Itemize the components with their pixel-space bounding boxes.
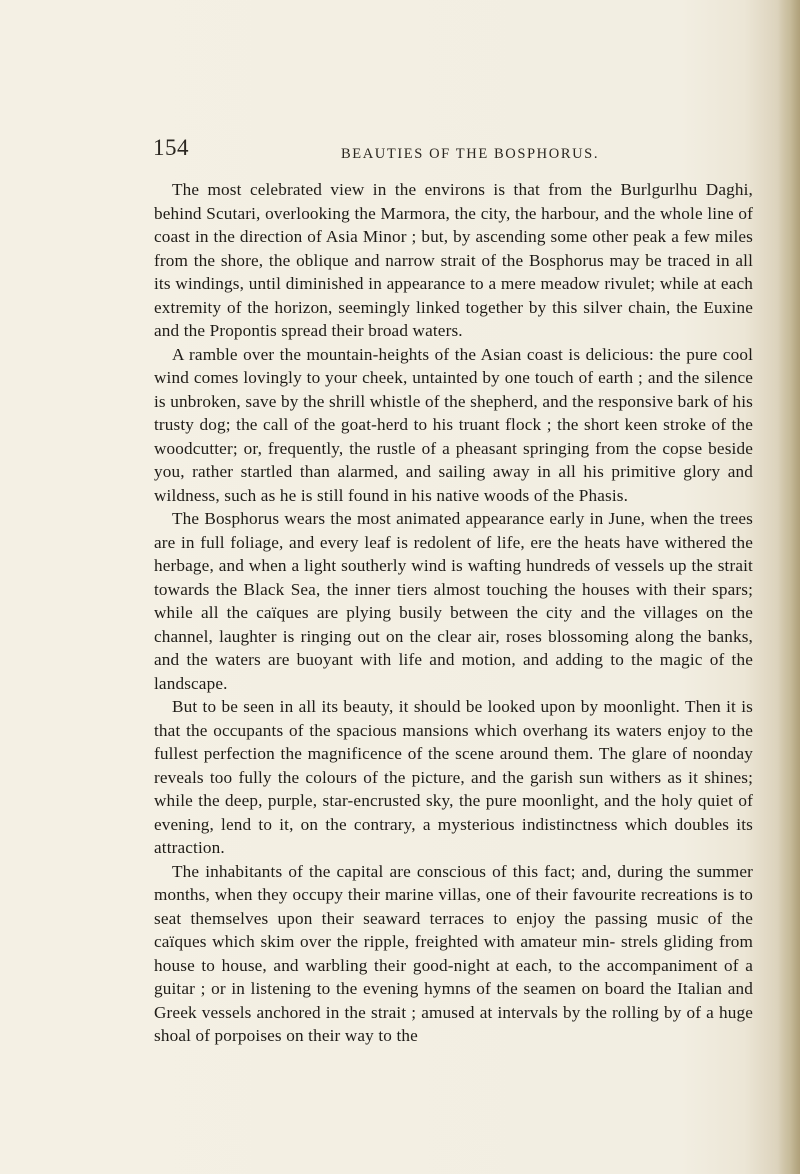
paragraph: The Bosphorus wears the most animated appearance early in June, when the trees are in full foliage, and every leaf is redolent of life, ere the heats have withered the herbage, and when a light southerly wind is wafting hundreds of vessels up the strait towards the Black Sea, the inner tiers almost touching the houses with their spars; while all the caïques are plying busily between the city and the villages on the channel, laughter is ringing out on the clear air, roses blossoming along the banks, and the waters are buoyant with life and motion, and adding to the magic of the landscape.: [154, 509, 753, 693]
page-header: [153, 135, 753, 165]
paragraph: But to be seen in all its beauty, it should be looked upon by moonlight. Then it is that the occupants of the spacious mansions which overhang its waters enjoy to the fullest perfection the magnificence of the scene around them. The glare of noonday reveals too fully the colours of the picture, and the garish sun withers as it shines; while the deep, purple, star-encrusted sky, the pure moonlight, and the holy quiet of evening, lend to it, on the contrary, a mysterious indistinctness which doubles its attraction.: [154, 697, 753, 857]
paragraph: A ramble over the mountain-heights of the Asian coast is delicious: the pure cool wind comes lovingly to your cheek, untainted by one touch of earth ; and the silence is unbroken, save by the shrill whistle of the shepherd, and the responsive bark of his trusty dog; the call of the goat-herd to his truant flock ; the short keen stroke of the woodcutter; or, frequently, the rustle of a pheasant springing from the copse beside you, rather startled than alarmed, and sailing away in all his primitive glory and wildness, such as he is still found in his native woods of the Phasis.: [154, 344, 753, 505]
running-head: BEAUTIES OF THE BOSPHORUS.: [341, 146, 600, 162]
paragraph: The inhabitants of the capital are conscious of this fact; and, during the summer months, when they occupy their marine villas, one of their favourite recreations is to seat themselves upon their seaward terraces to enjoy the passing music of the caïques which skim over the ripple, freighted with amateur min- strels gliding from house to house, and warbling their good-night at each, to the accompaniment of a guitar ; or in listening to the evening hymns of the seamen on board the Italian and Greek vessels anchored in the strait ; amused at intervals by the rolling by of a huge shoal of porpoises on their way to the: [154, 861, 753, 1045]
page-edge-shadow: [778, 0, 800, 1174]
page-number: 154: [153, 135, 189, 160]
body-text: [154, 178, 753, 1048]
paragraph: The most celebrated view in the environs is that from the Burlgurlhu Daghi, behind Scutari, overlooking the Marmora, the city, the harbour, and the whole line of coast in the direction of Asia Minor ; but, by ascending some other peak a few miles from the shore, the oblique and narrow strait of the Bosphorus may be traced in all its windings, until diminished in appearance to a mere meadow rivulet; while at each extremity of the horizon, seemingly linked together by this silver chain, the Euxine and the Propontis spread their broad waters.: [154, 180, 753, 340]
